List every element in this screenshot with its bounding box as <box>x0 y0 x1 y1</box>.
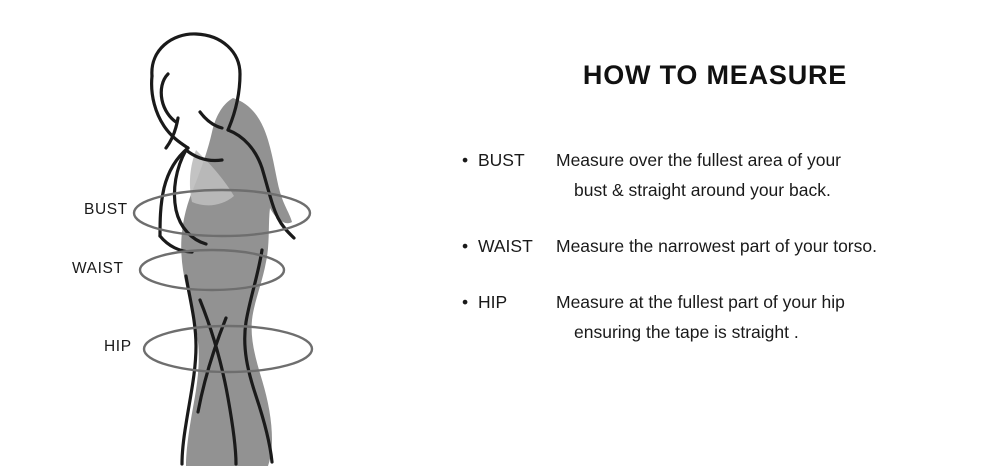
list-item <box>440 231 980 261</box>
figure-label-waist: WAIST <box>72 260 124 277</box>
instructions-panel <box>430 0 983 467</box>
bullet-text-bust-line2: bust & straight around your back. <box>574 180 831 200</box>
list-item <box>440 287 980 347</box>
bullet-term-waist: WAIST <box>478 236 533 256</box>
figure-label-hip: HIP <box>104 338 132 355</box>
bullet-term-bust: BUST <box>478 150 525 170</box>
bullet-term-hip: HIP <box>478 292 508 312</box>
list-item <box>440 145 980 205</box>
bullet-text-waist-line1: Measure the narrowest part of your torso. <box>556 236 877 256</box>
bullet-dot-icon: • <box>462 292 469 312</box>
measure-instructions-list <box>440 145 980 373</box>
bullet-text-bust-line1: Measure over the fullest area of your <box>556 150 842 170</box>
page-title: HOW TO MEASURE <box>582 60 848 90</box>
body-measurement-illustration <box>0 0 430 467</box>
bullet-text-hip-line1: Measure at the fullest part of your hip <box>556 292 845 312</box>
figure-label-bust: BUST <box>84 201 128 218</box>
bullet-text-hip-line2: ensuring the tape is straight . <box>574 322 799 342</box>
female-body-figure-icon <box>0 0 430 467</box>
bullet-dot-icon: • <box>462 236 469 256</box>
bullet-dot-icon: • <box>462 150 469 170</box>
